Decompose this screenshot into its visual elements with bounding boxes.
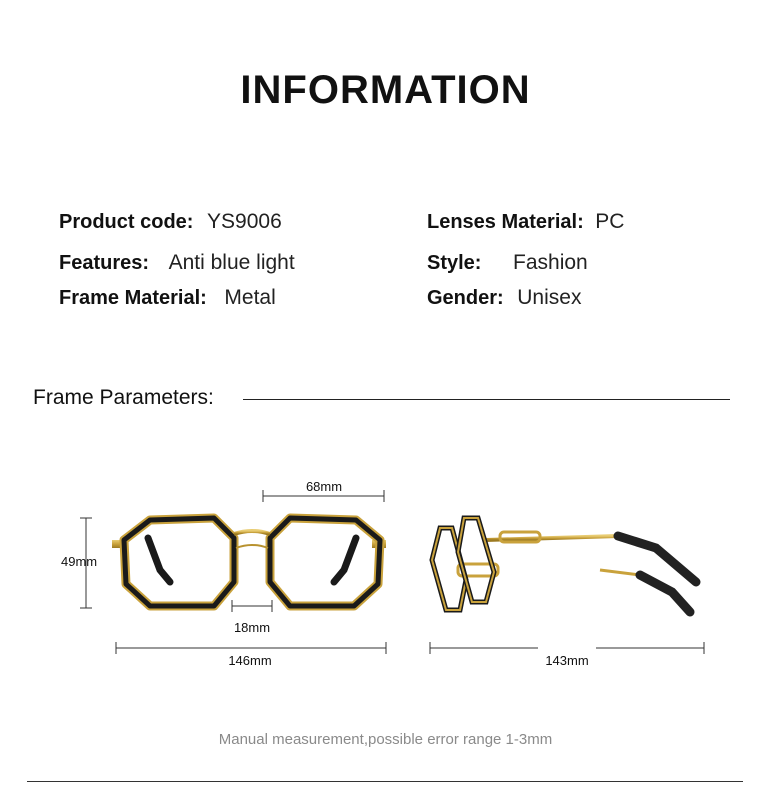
front-view-glasses <box>112 518 386 606</box>
spec-label: Gender: <box>427 287 504 309</box>
bridge <box>234 531 270 534</box>
side-temple-arm-upper <box>486 536 618 540</box>
left-lens-rim-gold <box>124 518 234 606</box>
frame-width-label: 146mm <box>228 653 272 668</box>
spec-value: Fashion <box>513 251 588 274</box>
left-temple-tip <box>148 538 170 582</box>
spec-value: YS9006 <box>207 210 282 233</box>
bridge-lower <box>236 545 268 548</box>
lens-height-label: 49mm <box>61 554 98 569</box>
spec-label: Product code: <box>59 211 194 233</box>
right-lens-rim-gold <box>270 518 380 606</box>
page-title: INFORMATION <box>240 68 531 112</box>
spec-value: Metal <box>224 286 276 309</box>
bottom-divider <box>27 781 743 782</box>
measurement-note: Manual measurement,possible error range 1-3mm <box>218 731 553 748</box>
side-temple-joint <box>600 570 640 575</box>
right-temple-tip <box>334 538 356 582</box>
spec-value: Unisex <box>517 286 582 309</box>
side-temple-tip-2 <box>640 575 690 612</box>
temple-length-label: 143mm <box>545 653 589 668</box>
spec-value: Anti blue light <box>168 251 295 274</box>
spec-label: Lenses Material: <box>427 211 584 233</box>
spec-label: Style: <box>427 252 482 274</box>
spec-label: Features: <box>59 252 150 274</box>
bridge-width-label: 18mm <box>233 620 271 635</box>
frame-parameters-heading: Frame Parameters: <box>33 386 214 409</box>
spec-label: Frame Material: <box>59 287 207 309</box>
spec-value: PC <box>595 210 625 233</box>
lens-width-label: 68mm <box>305 479 343 494</box>
side-view-glasses <box>432 518 696 612</box>
